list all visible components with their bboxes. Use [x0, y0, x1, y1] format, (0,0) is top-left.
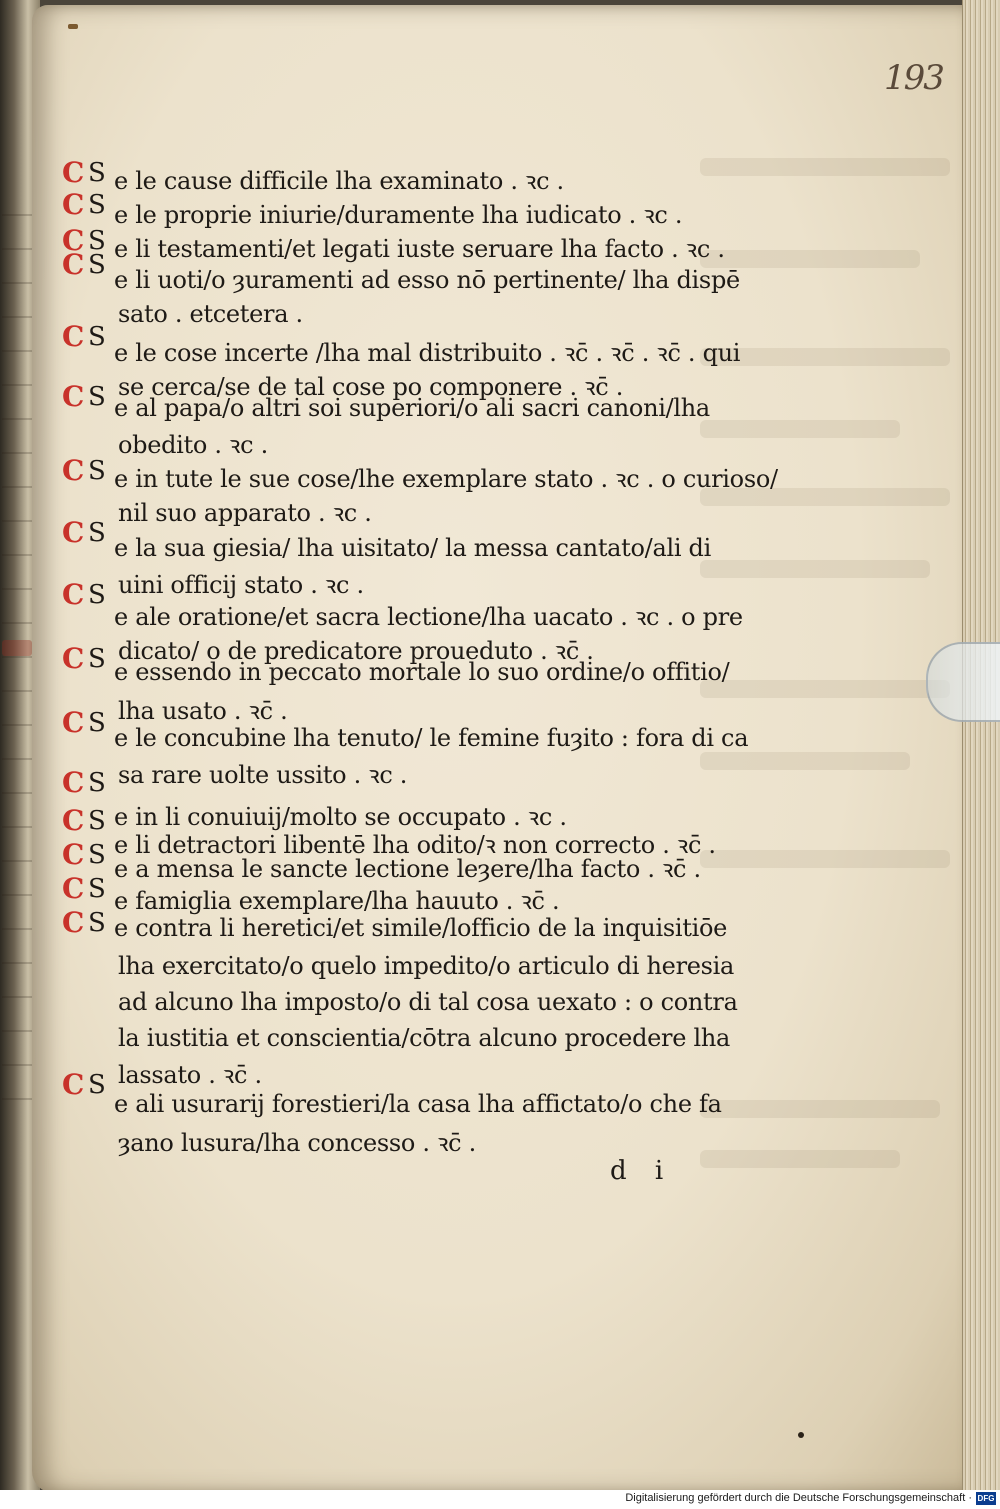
text-line: e essendo in peccato mortale lo suo ordine/o offitio/ [114, 658, 730, 686]
text-line: e ale oratione/et sacra lectione/lha uacato . ꝛc . o pre [114, 603, 743, 631]
paragraph-mark: C [62, 248, 85, 281]
paragraph-mark: C [62, 380, 85, 413]
paragraph-mark: C [62, 706, 85, 739]
footer-credit: Digitalisierung gefördert durch die Deutsche Forschungsgemeinschaft · [625, 1492, 972, 1504]
paragraph-initial: S [88, 1070, 106, 1100]
page-mark [68, 24, 78, 29]
text-line: obedito . ꝛc . [118, 431, 268, 459]
text-line: sa rare uolte ussito . ꝛc . [118, 761, 408, 789]
paragraph-initial: S [88, 768, 106, 798]
paragraph-mark: C [62, 838, 85, 871]
text-line: uini officij stato . ꝛc . [118, 571, 364, 599]
paragraph-initial: S [88, 518, 106, 548]
paragraph-initial: S [88, 840, 106, 870]
paragraph-mark: C [62, 872, 85, 905]
paragraph-initial: S [88, 190, 106, 220]
paragraph-mark: C [62, 224, 85, 257]
paragraph-initial: S [88, 322, 106, 352]
paragraph-mark: C [62, 766, 85, 799]
paragraph-initial: S [88, 806, 106, 836]
text-line: nil suo apparato . ꝛc . [118, 499, 372, 527]
text-line: e famiglia exemplare/lha hauuto . ꝛc̄ . [114, 887, 560, 915]
text-line: e le concubine lha tenuto/ le femine fuȝito : fora di ca [114, 724, 749, 752]
paragraph-mark: C [62, 516, 85, 549]
text-line: e li uoti/o ȝuramenti ad esso nō pertinente/ lha dispē [114, 266, 740, 294]
text-line: e in li conuiuij/molto se occupato . ꝛc . [114, 803, 567, 831]
paragraph-mark: C [62, 320, 85, 353]
text-line: e le cose incerte /lha mal distribuito . ꝛc̄ . ꝛc̄ . ꝛc̄ . qui [114, 339, 741, 367]
text-line: e ali usurarij forestieri/la casa lha affictato/o che fa [114, 1090, 722, 1118]
paragraph-initial: S [88, 908, 106, 938]
paragraph-mark: C [62, 1068, 85, 1101]
paragraph-mark: C [62, 454, 85, 487]
signature-mark: d i [610, 1156, 674, 1186]
paragraph-mark: C [62, 804, 85, 837]
ink-dot [798, 1432, 804, 1438]
paragraph-mark: C [62, 188, 85, 221]
paragraph-mark: C [62, 578, 85, 611]
paragraph-initial: S [88, 708, 106, 738]
paragraph-mark: C [62, 642, 85, 675]
footer-bar [0, 1490, 1000, 1509]
text-line: e contra li heretici/et simile/lofficio de la inquisitiōe [114, 914, 728, 942]
folio-number: 193 [884, 58, 943, 98]
paragraph-initial: S [88, 158, 106, 188]
text-line: e la sua giesia/ lha uisitato/ la messa cantato/ali di [114, 534, 711, 562]
text-line: lha exercitato/o quelo impedito/o articulo di heresia [118, 952, 735, 980]
text-line: e al papa/o altri soi superiori/o ali sacri canoni/lha [114, 394, 710, 422]
page-edge-stack [962, 0, 1000, 1490]
paragraph-initial: S [88, 456, 106, 486]
text-line: e le cause difficile lha examinato . ꝛc . [114, 167, 564, 195]
text-line: lassato . ꝛc̄ . [118, 1061, 262, 1089]
text-line: e in tute le sue cose/lhe exemplare stato . ꝛc . o curioso/ [114, 465, 778, 493]
paragraph-initial: S [88, 644, 106, 674]
paragraph-initial: S [88, 226, 106, 256]
text-line: ad alcuno lha imposto/o di tal cosa uexato : o contra [118, 988, 738, 1016]
paragraph-initial: S [88, 382, 106, 412]
text-line: la iustitia et conscientia/cōtra alcuno procedere lha [118, 1024, 730, 1052]
text-line: ȝano lusura/lha concesso . ꝛc̄ . [118, 1129, 476, 1157]
text-line: e li testamenti/et legati iuste seruare lha facto . ꝛc . [114, 235, 725, 263]
paragraph-mark: C [62, 906, 85, 939]
paragraph-mark: C [62, 156, 85, 189]
page-clip [926, 642, 1000, 722]
paragraph-initial: S [88, 250, 106, 280]
text-line: dicato/ o de predicatore proueduto . ꝛc̄ . [118, 637, 594, 665]
text-line: se cerca/se de tal cose po componere . ꝛc̄ . [118, 373, 624, 401]
text-line: e a mensa le sancte lectione leȝere/lha facto . ꝛc̄ . [114, 855, 701, 883]
facing-page-rubric [2, 640, 32, 656]
paragraph-initial: S [88, 874, 106, 904]
text-line: lha usato . ꝛc̄ . [118, 697, 288, 725]
text-line: e li detractori libentē lha odito/ꝛ non correcto . ꝛc̄ . [114, 831, 716, 859]
text-line: e le proprie iniurie/duramente lha iudicato . ꝛc . [114, 201, 683, 229]
text-line: sato . etcetera . [118, 300, 303, 328]
paragraph-initial: S [88, 580, 106, 610]
dfg-logo: DFG [977, 1494, 995, 1503]
